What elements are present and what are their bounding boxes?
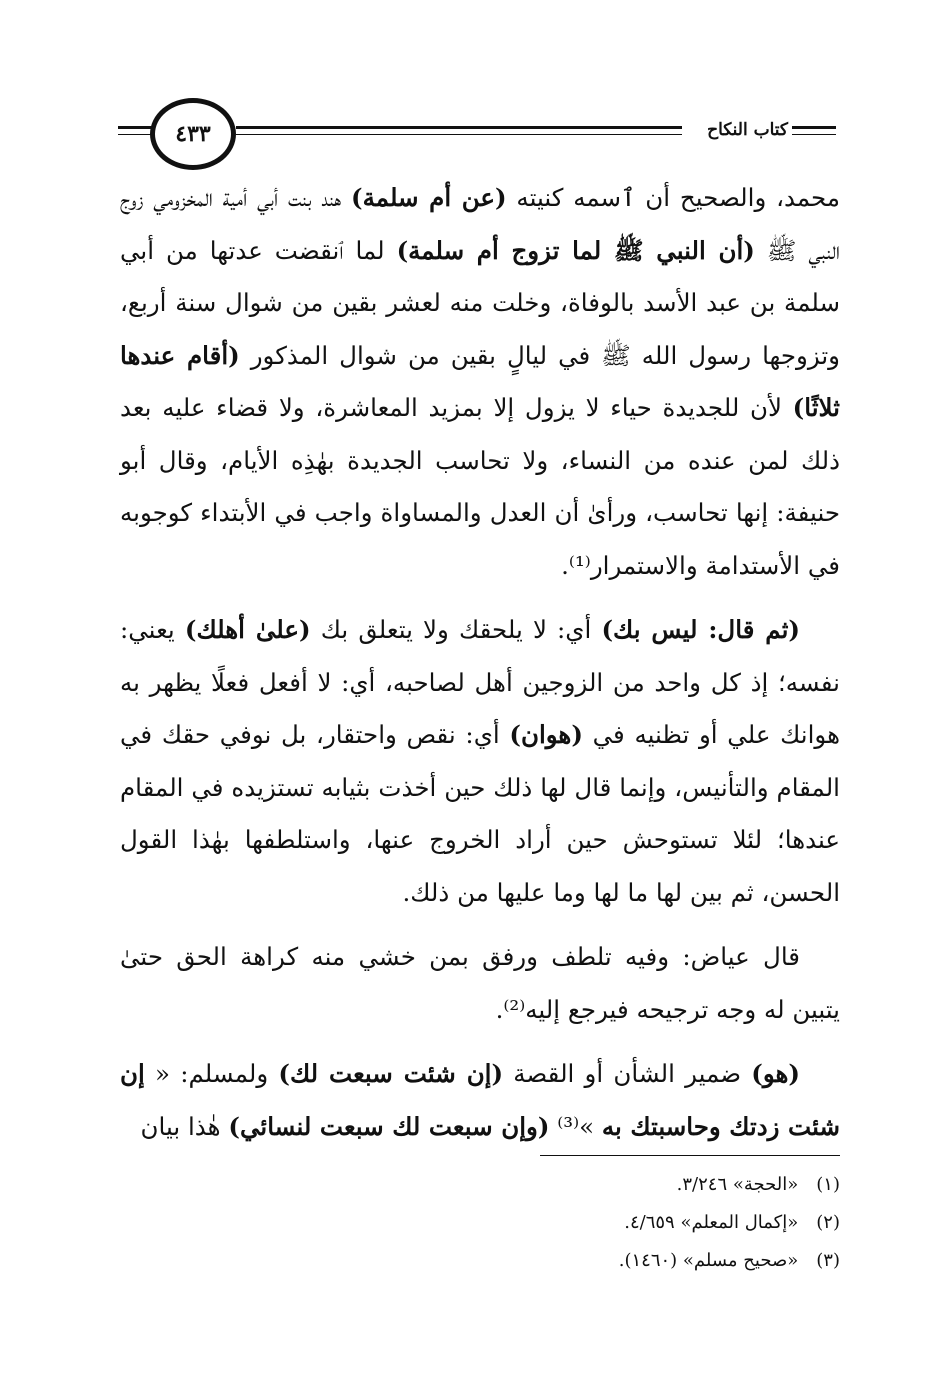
paragraph-1	[120, 172, 840, 592]
header-rule-right-thin	[236, 134, 682, 135]
paragraph-3	[120, 931, 840, 1036]
footnote-text: «إكمال المعلم» ٤/٦٥٩.	[624, 1212, 799, 1233]
footnote-divider	[540, 1155, 840, 1156]
text-run: ضمير الشأن أو القصة	[503, 1059, 752, 1088]
text-run-bold: (هو)	[751, 1059, 800, 1088]
text-run: هند بنت أبي أمية المخزومي زوج النبي ﷺ	[120, 183, 840, 265]
text-run: قال عياض: وفيه تلطف ورفق بمن خشي منه كراهة الحق حتىٰ يتبين له وجه ترجيحه فيرجع إليه⁽²⁾.	[120, 942, 840, 1024]
text-run-bold: (أقام عندها ثلاثًا)	[120, 340, 840, 422]
main-text	[120, 172, 840, 1165]
text-run-bold: إن شئت زدتك وحاسبتك به	[120, 1059, 840, 1141]
text-run: أي: نقص واحتقار، بل نوفي حقك في المقام والتأنيس، وإنما قال لها ذلك حين أخذت بثيابه تستزيده في المقام عندها؛ لئلا تستوحش حين أراد الخروج عنها، واستلطفها بهٰذا القول الحسن، ثم بين لها ما لها وما عليها من ذلك.	[120, 720, 840, 907]
text-run: »⁽³⁾	[549, 1111, 602, 1141]
text-run: محمد، والصحيح أن ٱسمه كنيته	[506, 183, 840, 212]
footnote-1	[440, 1166, 840, 1204]
text-run-bold: (وإن سبعت لك سبعت لنسائي)	[228, 1111, 550, 1141]
text-run: لما ٱنقضت عدتها من أبي سلمة بن عبد الأسد بالوفاة، وخلت منه لعشر بقين من شوال سنة أربع، وتزوجها رسول الله ﷺ في ليالٍ بقين من شوال المذكور	[120, 235, 840, 370]
text-run: هٰذا بيان	[140, 1111, 229, 1141]
footnote-text: «صحيح مسلم» (١٤٦٠).	[618, 1250, 799, 1271]
footnotes	[440, 1166, 840, 1280]
header-rule-far-right-thin	[792, 134, 836, 135]
paragraph-4	[120, 1048, 840, 1153]
footnote-3	[440, 1242, 840, 1280]
text-run-bold: (ثم قال: ليس بك)	[601, 615, 801, 644]
book-title: كتاب النكاح	[707, 120, 788, 140]
page-header	[118, 98, 836, 168]
text-run: ولمسلم: «	[144, 1059, 279, 1088]
footnote-2	[440, 1204, 840, 1242]
text-run-bold: (هوان)	[509, 720, 583, 749]
text-run: أي: لا يلحقك ولا يتعلق بك	[310, 615, 602, 644]
header-rule-right	[236, 126, 682, 129]
text-run-bold: (علىٰ أهلك)	[184, 615, 311, 644]
paragraph-2	[120, 604, 840, 919]
text-run-bold: (عن أم سلمة)	[351, 183, 507, 212]
footnote-number: (٣)	[816, 1250, 840, 1271]
text-run-bold: (إن شئت سبعت لك)	[278, 1059, 504, 1088]
text-run: لأن للجديدة حياء لا يزول إلا بمزيد المعاشرة، ولا قضاء عليه بعد ذلك لمن عنده من النساء، ولا تحاسب الجديدة بهٰذِه الأيام، وقال أبو حنيفة: إنها تحاسب، ورأىٰ أن العدل والمساواة واجب في الأبتداء كوجوبه في الأستدامة والاستمرار	[120, 393, 840, 580]
page-number: ٤٣٣	[150, 98, 236, 170]
footnote-number: (١)	[816, 1174, 840, 1195]
header-rule-far-right	[792, 126, 836, 129]
footnote-number: (٢)	[816, 1212, 840, 1233]
footnote-text: «الحجة» ٣/٢٤٦.	[676, 1174, 799, 1195]
text-run: يعني: نفسه؛ إذ كل واحد من الزوجين أهل لصاحبه، أي: لا أفعل فعلًا يظهر به هوانك علي أو تظنيه في	[120, 615, 840, 749]
text-run-bold: (أن النبي ﷺ لما تزوج أم سلمة)	[396, 235, 755, 265]
footnote-ref: ⁽¹⁾.	[561, 550, 591, 580]
